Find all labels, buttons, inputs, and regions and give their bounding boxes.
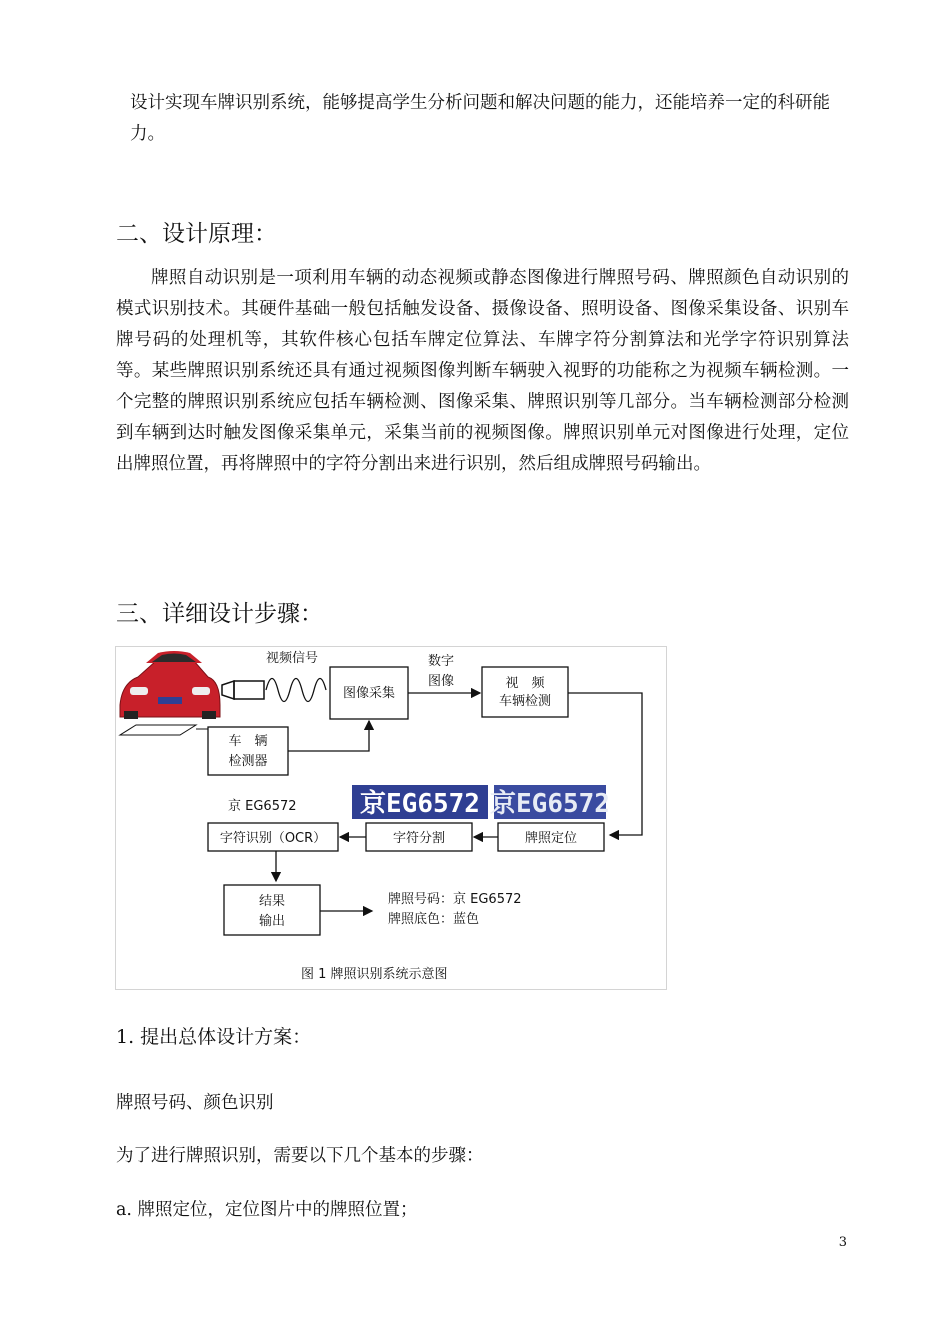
camera-icon	[222, 681, 264, 699]
label-plate-color: 牌照底色：蓝色	[388, 912, 480, 927]
box-vehicle-detect: 车辆检测	[498, 694, 552, 709]
box-plate-locate: 牌照定位	[524, 831, 578, 846]
box-detector-line2: 检测器	[228, 754, 268, 769]
box-char-recognition: 字符识别（OCR）	[219, 831, 327, 846]
plate-image-a	[352, 785, 488, 819]
box-video-label: 视 频	[505, 676, 545, 691]
svg-text:京EG6572: 京EG6572	[360, 789, 480, 819]
section3-heading: 三、详细设计步骤：	[116, 601, 323, 627]
page-number: 3	[838, 1235, 847, 1250]
figure-plate-system-diagram	[115, 646, 667, 990]
label-ocr-result: 京 EG6572	[228, 799, 297, 814]
label-plate-number: 牌照号码：京 EG6572	[388, 892, 522, 907]
step1-heading: 1. 提出总体设计方案：	[116, 1026, 312, 1048]
figure-caption: 图 1 牌照识别系统示意图	[301, 967, 448, 982]
ground-loop-icon	[120, 725, 196, 735]
car-icon	[120, 651, 220, 719]
plate-image-b	[490, 785, 610, 819]
box-result-line2: 输出	[258, 914, 286, 929]
video-signal-wave	[266, 679, 326, 702]
intro-paragraph: 设计实现车牌识别系统，能够提高学生分析问题和解决问题的能力，还能培养一定的科研能力。	[130, 93, 830, 144]
section2-body: 牌照自动识别是一项利用车辆的动态视频或静态图像进行牌照号码、牌照颜色自动识别的模式识别技术。其硬件基础一般包括触发设备、摄像设备、照明设备、图像采集设备、识别车牌号码的处理机等，其软件核心包括车牌定位算法、车牌字符分割算法和光学字符识别算法等。某些牌照识别系统还具有通过视频图像判断车辆驶入视野的功能称之为视频车辆检测。一个完整的牌照识别系统应包括车辆检测、图像采集、牌照识别等几部分。当车辆检测部分检测到车辆到达时触发图像采集单元，采集当前的视频图像。牌照识别单元对图像进行处理，定位出牌照位置，再将牌照中的字符分割出来进行识别，然后组成牌照号码输出。	[116, 268, 849, 474]
text-line-plate-color: 牌照号码、颜色识别	[116, 1093, 274, 1113]
label-image: 图像	[428, 674, 455, 689]
label-digital: 数字	[428, 654, 455, 669]
box-detector-line1: 车 辆	[228, 734, 268, 749]
diagram-svg	[116, 647, 666, 989]
box-char-segment: 字符分割	[392, 831, 446, 846]
text-line-steps-intro: 为了进行牌照识别，需要以下几个基本的步骤：	[116, 1146, 484, 1166]
box-image-capture: 图像采集	[342, 686, 396, 701]
svg-text:京EG6572: 京EG6572	[490, 789, 610, 819]
section2-heading: 二、设计原理：	[116, 221, 277, 247]
text-line-step-a: a. 牌照定位，定位图片中的牌照位置；	[116, 1200, 418, 1220]
label-video-signal: 视频信号	[266, 651, 319, 666]
box-result-line1: 结果	[258, 894, 286, 909]
